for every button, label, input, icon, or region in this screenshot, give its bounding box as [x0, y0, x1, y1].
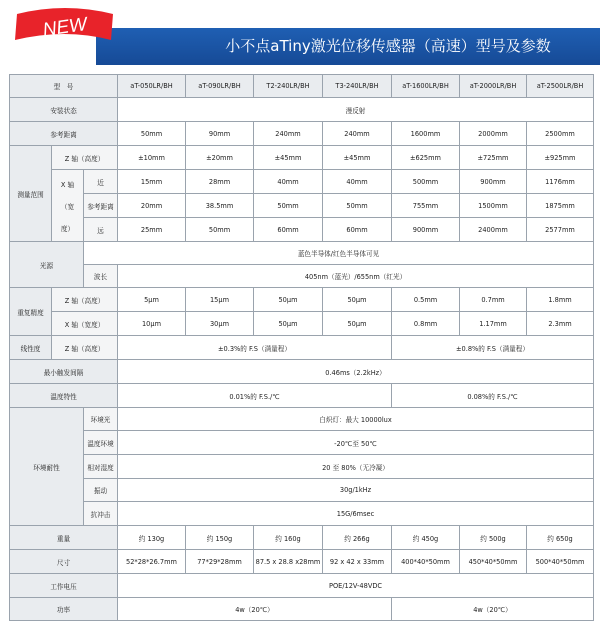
- x-far-cell: 60mm: [254, 218, 323, 242]
- table-row-size: [10, 550, 594, 574]
- table-row-install: [10, 98, 594, 122]
- table-row-min-trigger: [10, 360, 594, 384]
- light-value: 蓝色半导体/红色半导体可见: [84, 242, 594, 265]
- temp-env-value: -20℃至 50℃: [118, 431, 594, 455]
- weight-cell: 约 650g: [527, 526, 594, 550]
- repeat-x-cell: 50μm: [323, 312, 392, 336]
- label-light: 光源: [10, 242, 84, 288]
- shock-value: 15G/6msec: [118, 502, 594, 526]
- label-ambient: 环境光: [84, 408, 118, 431]
- z-range-cell: ±725mm: [460, 146, 527, 170]
- title-banner: [96, 28, 600, 65]
- table-row-repeat-z: [10, 288, 594, 312]
- label-z-axis-h: Z 轴（高度）: [52, 288, 118, 312]
- label-measure-range: 测量范围: [10, 146, 52, 242]
- size-cell: 450*40*50mm: [460, 550, 527, 574]
- size-cell: 500*40*50mm: [527, 550, 594, 574]
- table-row-ref-distance: [10, 122, 594, 146]
- x-ref-cell: 38.5mm: [186, 194, 254, 218]
- temp-char-value-1: 0.01%的 F.S./℃: [118, 384, 392, 408]
- label-temp-env: 温度环境: [84, 431, 118, 455]
- table-row-wavelength: [10, 265, 594, 288]
- label-x-axis: [52, 170, 84, 242]
- z-range-cell: ±625mm: [392, 146, 460, 170]
- x-far-cell: 2577mm: [527, 218, 594, 242]
- repeat-z-cell: 0.5mm: [392, 288, 460, 312]
- table-row-temp-char: [10, 384, 594, 408]
- linearity-value-1: ±0.3%的 F.S（满量程）: [118, 336, 392, 360]
- z-range-cell: ±925mm: [527, 146, 594, 170]
- label-env: 环境耐性: [10, 408, 84, 526]
- ambient-value: 白炽灯：最大 10000lux: [118, 408, 594, 431]
- x-near-cell: 1176mm: [527, 170, 594, 194]
- model-3: T2-240LR/BH: [254, 75, 323, 98]
- min-trigger-value: 0.46ms（2.2kHz）: [118, 360, 594, 384]
- label-weight: 重量: [10, 526, 118, 550]
- x-near-cell: 15mm: [118, 170, 186, 194]
- repeat-z-cell: 50μm: [323, 288, 392, 312]
- size-cell: 52*28*26.7mm: [118, 550, 186, 574]
- weight-cell: 约 150g: [186, 526, 254, 550]
- model-6: aT-2000LR/BH: [460, 75, 527, 98]
- x-far-cell: 50mm: [186, 218, 254, 242]
- x-near-cell: 40mm: [323, 170, 392, 194]
- label-humidity: 相对湿度: [84, 455, 118, 479]
- new-badge-text: NEW: [41, 14, 89, 41]
- label-size: 尺寸: [10, 550, 118, 574]
- repeat-x-cell: 50μm: [254, 312, 323, 336]
- repeat-z-cell: 1.8mm: [527, 288, 594, 312]
- table-row-model: [10, 75, 594, 98]
- label-z-axis: Z 轴（高度）: [52, 146, 118, 170]
- size-cell: 87.5 x 28.8 x28mm: [254, 550, 323, 574]
- table-row-temp-env: [10, 431, 594, 455]
- label-voltage: 工作电压: [10, 574, 118, 598]
- x-ref-cell: 20mm: [118, 194, 186, 218]
- label-min-trigger: 最小触发间隔: [10, 360, 118, 384]
- x-ref-cell: 1875mm: [527, 194, 594, 218]
- table-row-x-near: [10, 170, 594, 194]
- x-ref-cell: 1500mm: [460, 194, 527, 218]
- table-row-humidity: [10, 455, 594, 479]
- table-row-linearity: [10, 336, 594, 360]
- label-x-axis-3: 度）: [60, 224, 75, 233]
- weight-cell: 约 500g: [460, 526, 527, 550]
- label-repeat: 重复精度: [10, 288, 52, 336]
- label-x-axis-w: X 轴（宽度）: [52, 312, 118, 336]
- x-near-cell: 500mm: [392, 170, 460, 194]
- temp-char-value-2: 0.08%的 F.S./℃: [392, 384, 594, 408]
- table-row-light: [10, 242, 594, 265]
- header: [0, 0, 600, 66]
- label-far: 远: [84, 218, 118, 242]
- repeat-z-cell: 0.7mm: [460, 288, 527, 312]
- x-near-cell: 28mm: [186, 170, 254, 194]
- z-range-cell: ±45mm: [254, 146, 323, 170]
- label-wavelength: 波长: [84, 265, 118, 288]
- label-ref-distance: 参考距离: [10, 122, 118, 146]
- ref-distance-cell: 240mm: [254, 122, 323, 146]
- label-x-axis-2: （宽: [60, 202, 75, 211]
- repeat-z-cell: 15μm: [186, 288, 254, 312]
- table-row-x-far: [10, 218, 594, 242]
- label-z-axis-lin: Z 轴（高度）: [52, 336, 118, 360]
- x-ref-cell: 50mm: [254, 194, 323, 218]
- label-install: 安装状态: [10, 98, 118, 122]
- label-temp-char: 温度特性: [10, 384, 118, 408]
- z-range-cell: ±10mm: [118, 146, 186, 170]
- repeat-z-cell: 5μm: [118, 288, 186, 312]
- repeat-x-cell: 0.8mm: [392, 312, 460, 336]
- x-ref-cell: 50mm: [323, 194, 392, 218]
- repeat-x-cell: 30μm: [186, 312, 254, 336]
- label-model: 型 号: [10, 75, 118, 98]
- ref-distance-cell: 90mm: [186, 122, 254, 146]
- label-shock: 抗冲击: [84, 502, 118, 526]
- label-vibration: 振动: [84, 479, 118, 502]
- table-row-shock: [10, 502, 594, 526]
- label-x-axis-1: X 轴: [60, 180, 75, 189]
- size-cell: 92 x 42 x 33mm: [323, 550, 392, 574]
- model-5: aT-1600LR/BH: [392, 75, 460, 98]
- x-near-cell: 40mm: [254, 170, 323, 194]
- x-near-cell: 900mm: [460, 170, 527, 194]
- x-far-cell: 60mm: [323, 218, 392, 242]
- spec-table: [9, 74, 594, 621]
- weight-cell: 约 130g: [118, 526, 186, 550]
- repeat-x-cell: 2.3mm: [527, 312, 594, 336]
- table-row-repeat-x: [10, 312, 594, 336]
- ref-distance-cell: 50mm: [118, 122, 186, 146]
- label-linearity: 线性度: [10, 336, 52, 360]
- label-ref-dist-short: 参考距离: [84, 194, 118, 218]
- table-row-x-ref: [10, 194, 594, 218]
- model-7: aT-2500LR/BH: [527, 75, 594, 98]
- wavelength-value: 405nm（蓝光）/655nm（红光）: [118, 265, 594, 288]
- voltage-value: POE/12V-48VDC: [118, 574, 594, 598]
- table-row-weight: [10, 526, 594, 550]
- repeat-x-cell: 10μm: [118, 312, 186, 336]
- label-near: 近: [84, 170, 118, 194]
- page-title: 小不点aTiny激光位移传感器（高速）型号及参数: [225, 37, 551, 55]
- install-value: 漫反射: [118, 98, 594, 122]
- repeat-x-cell: 1.17mm: [460, 312, 527, 336]
- weight-cell: 约 160g: [254, 526, 323, 550]
- new-badge: [13, 6, 117, 46]
- label-power: 功率: [10, 598, 118, 621]
- weight-cell: 约 266g: [323, 526, 392, 550]
- vibration-value: 30g/1kHz: [118, 479, 594, 502]
- model-4: T3-240LR/BH: [323, 75, 392, 98]
- x-ref-cell: 755mm: [392, 194, 460, 218]
- x-far-cell: 900mm: [392, 218, 460, 242]
- humidity-value: 20 至 80%（无冷凝）: [118, 455, 594, 479]
- table-row-power: [10, 598, 594, 621]
- size-cell: 77*29*28mm: [186, 550, 254, 574]
- z-range-cell: ±45mm: [323, 146, 392, 170]
- table-row-ambient: [10, 408, 594, 431]
- x-far-cell: 25mm: [118, 218, 186, 242]
- ref-distance-cell: 1600mm: [392, 122, 460, 146]
- size-cell: 400*40*50mm: [392, 550, 460, 574]
- z-range-cell: ±20mm: [186, 146, 254, 170]
- power-value-2: 4w（20℃）: [392, 598, 594, 621]
- table-row-voltage: [10, 574, 594, 598]
- model-1: aT-050LR/BH: [118, 75, 186, 98]
- ref-distance-cell: 240mm: [323, 122, 392, 146]
- ref-distance-cell: 2000mm: [460, 122, 527, 146]
- ref-distance-cell: 2500mm: [527, 122, 594, 146]
- x-far-cell: 2400mm: [460, 218, 527, 242]
- weight-cell: 约 450g: [392, 526, 460, 550]
- model-2: aT-090LR/BH: [186, 75, 254, 98]
- repeat-z-cell: 50μm: [254, 288, 323, 312]
- table-row-z-range: [10, 146, 594, 170]
- linearity-value-2: ±0.8%的 F.S（满量程）: [392, 336, 594, 360]
- table-row-vibration: [10, 479, 594, 502]
- power-value-1: 4w（20℃）: [118, 598, 392, 621]
